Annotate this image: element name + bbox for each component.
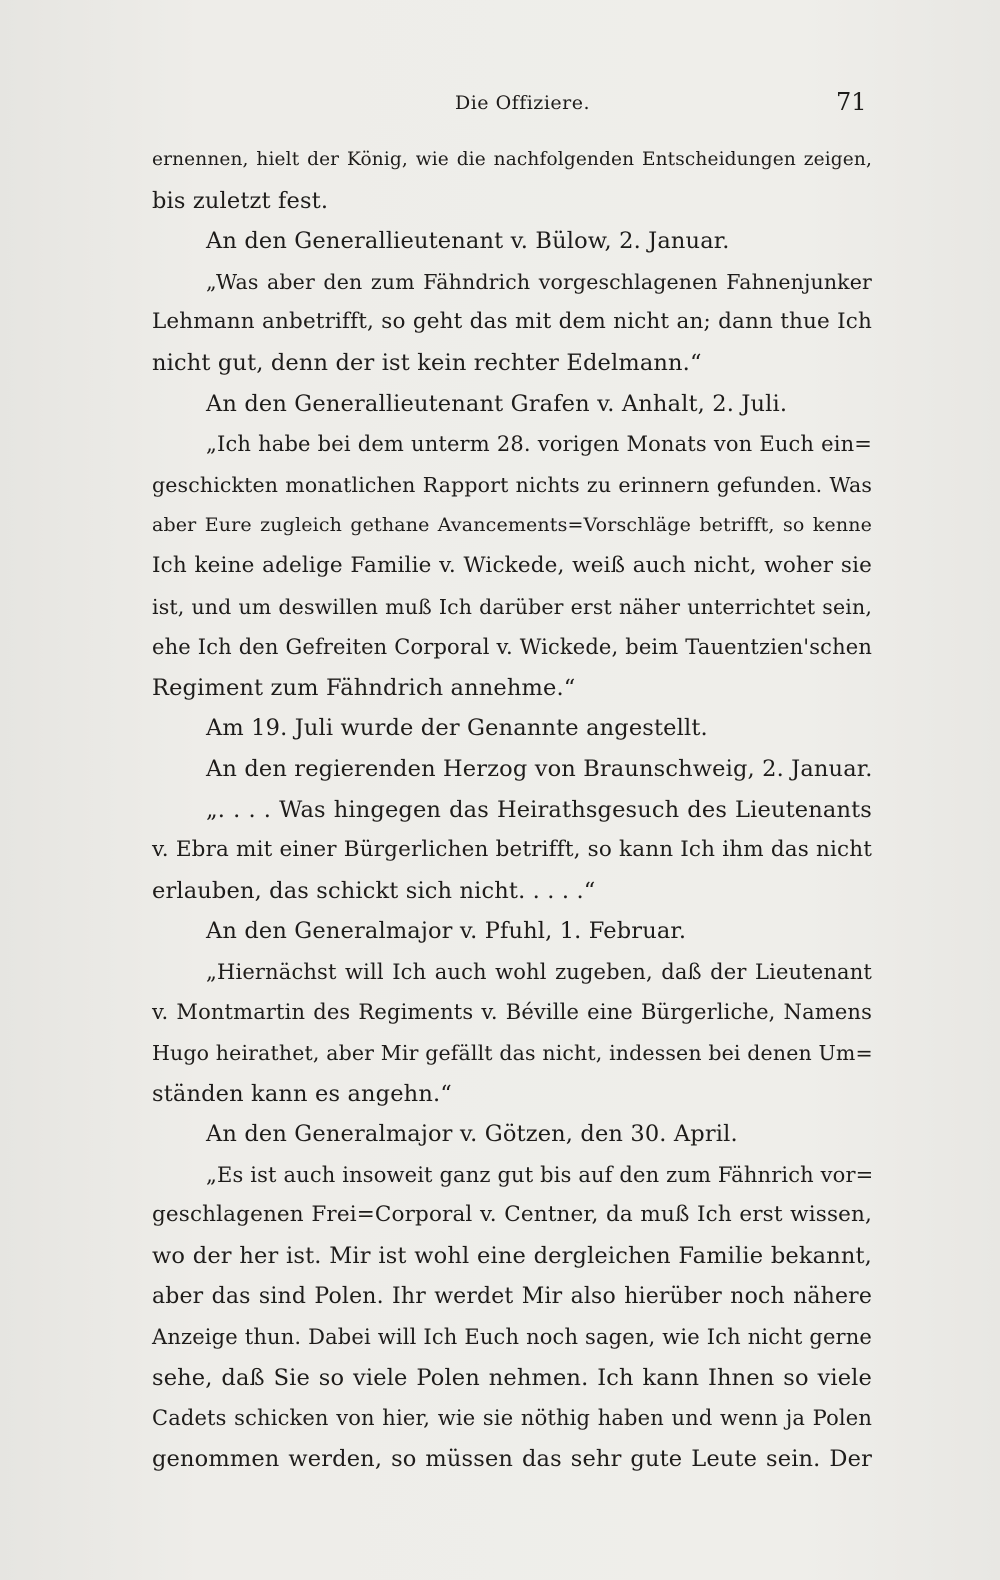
text-line: genommen werden, so müssen das sehr gute Leute sein. Der <box>152 1446 872 1472</box>
body-text <box>152 140 872 1480</box>
text-line: „Es ist auch insoweit ganz gut bis auf den zum Fähnrich vor= <box>206 1162 874 1187</box>
text-line: nicht gut, denn der ist kein rechter Edelmann.“ <box>152 349 702 376</box>
running-title: Die Offiziere. <box>455 92 591 114</box>
text-line: v. Montmartin des Regiments v. Béville eine Bürgerliche, Namens <box>152 1000 872 1025</box>
text-line: Lehmann anbetrifft, so geht das mit dem nicht an; dann thue Ich <box>152 309 872 335</box>
text-line: Ich keine adelige Familie v. Wickede, weiß auch nicht, woher sie <box>152 552 872 578</box>
text-line: „. . . . Was hingegen das Heirathsgesuch des Lieutenants <box>206 796 872 823</box>
text-line: Anzeige thun. Dabei will Ich Euch noch sagen, wie Ich nicht gerne <box>152 1325 872 1350</box>
text-line: Regiment zum Fähndrich annehme.“ <box>152 674 576 701</box>
text-line: Am 19. Juli wurde der Genannte angestellt. <box>206 715 708 742</box>
page-number: 71 <box>836 88 867 116</box>
text-line: geschickten monatlichen Rapport nichts zu erinnern gefunden. Was <box>152 472 872 497</box>
text-line: erlauben, das schickt sich nicht. . . . .“ <box>152 877 596 904</box>
text-line: „Was aber den zum Fähndrich vorgeschlagenen Fahnenjunker <box>206 269 872 294</box>
text-line: geschlagenen Frei=Corporal v. Centner, da muß Ich erst wissen, <box>152 1202 872 1228</box>
text-line: An den Generallieutenant v. Bülow, 2. Januar. <box>206 228 730 255</box>
text-line: ist, und um deswillen muß Ich darüber erst näher unterrichtet sein, <box>152 594 872 619</box>
text-line: An den Generalmajor v. Götzen, den 30. April. <box>206 1121 738 1148</box>
text-line: An den Generalmajor v. Pfuhl, 1. Februar. <box>206 918 687 945</box>
text-line: wo der her ist. Mir ist wohl eine dergleichen Familie bekannt, <box>152 1243 872 1270</box>
text-line: Hugo heirathet, aber Mir gefällt das nicht, indessen bei denen Um= <box>152 1041 873 1066</box>
text-line: v. Ebra mit einer Bürgerlichen betrifft, so kann Ich ihm das nicht <box>152 837 872 863</box>
text-line: aber Eure zugleich gethane Avancements=Vorschläge betrifft, so kenne <box>152 514 872 537</box>
text-line: An den regierenden Herzog von Braunschweig, 2. Januar. <box>206 755 873 782</box>
text-line: „Hiernächst will Ich auch wohl zugeben, daß der Lieutenant <box>206 959 872 984</box>
text-line: An den Generallieutenant Grafen v. Anhalt, 2. Juli. <box>206 390 788 417</box>
text-line: Cadets schicken von hier, wie sie nöthig haben und wenn ja Polen <box>152 1406 872 1431</box>
text-line: sehe, daß Sie so viele Polen nehmen. Ich kann Ihnen so viele <box>152 1364 872 1391</box>
text-line: ständen kann es angehn.“ <box>152 1080 452 1107</box>
text-line: ehe Ich den Gefreiten Corporal v. Wickede, beim Tauentzien'schen <box>152 635 872 660</box>
text-line: ernennen, hielt der König, wie die nachfolgenden Entscheidungen zeigen, <box>152 149 872 170</box>
text-line: bis zuletzt fest. <box>152 187 329 214</box>
text-line: „Ich habe bei dem unterm 28. vorigen Monats von Euch ein= <box>206 432 872 457</box>
text-line: aber das sind Polen. Ihr werdet Mir also hierüber noch nähere <box>152 1283 872 1309</box>
